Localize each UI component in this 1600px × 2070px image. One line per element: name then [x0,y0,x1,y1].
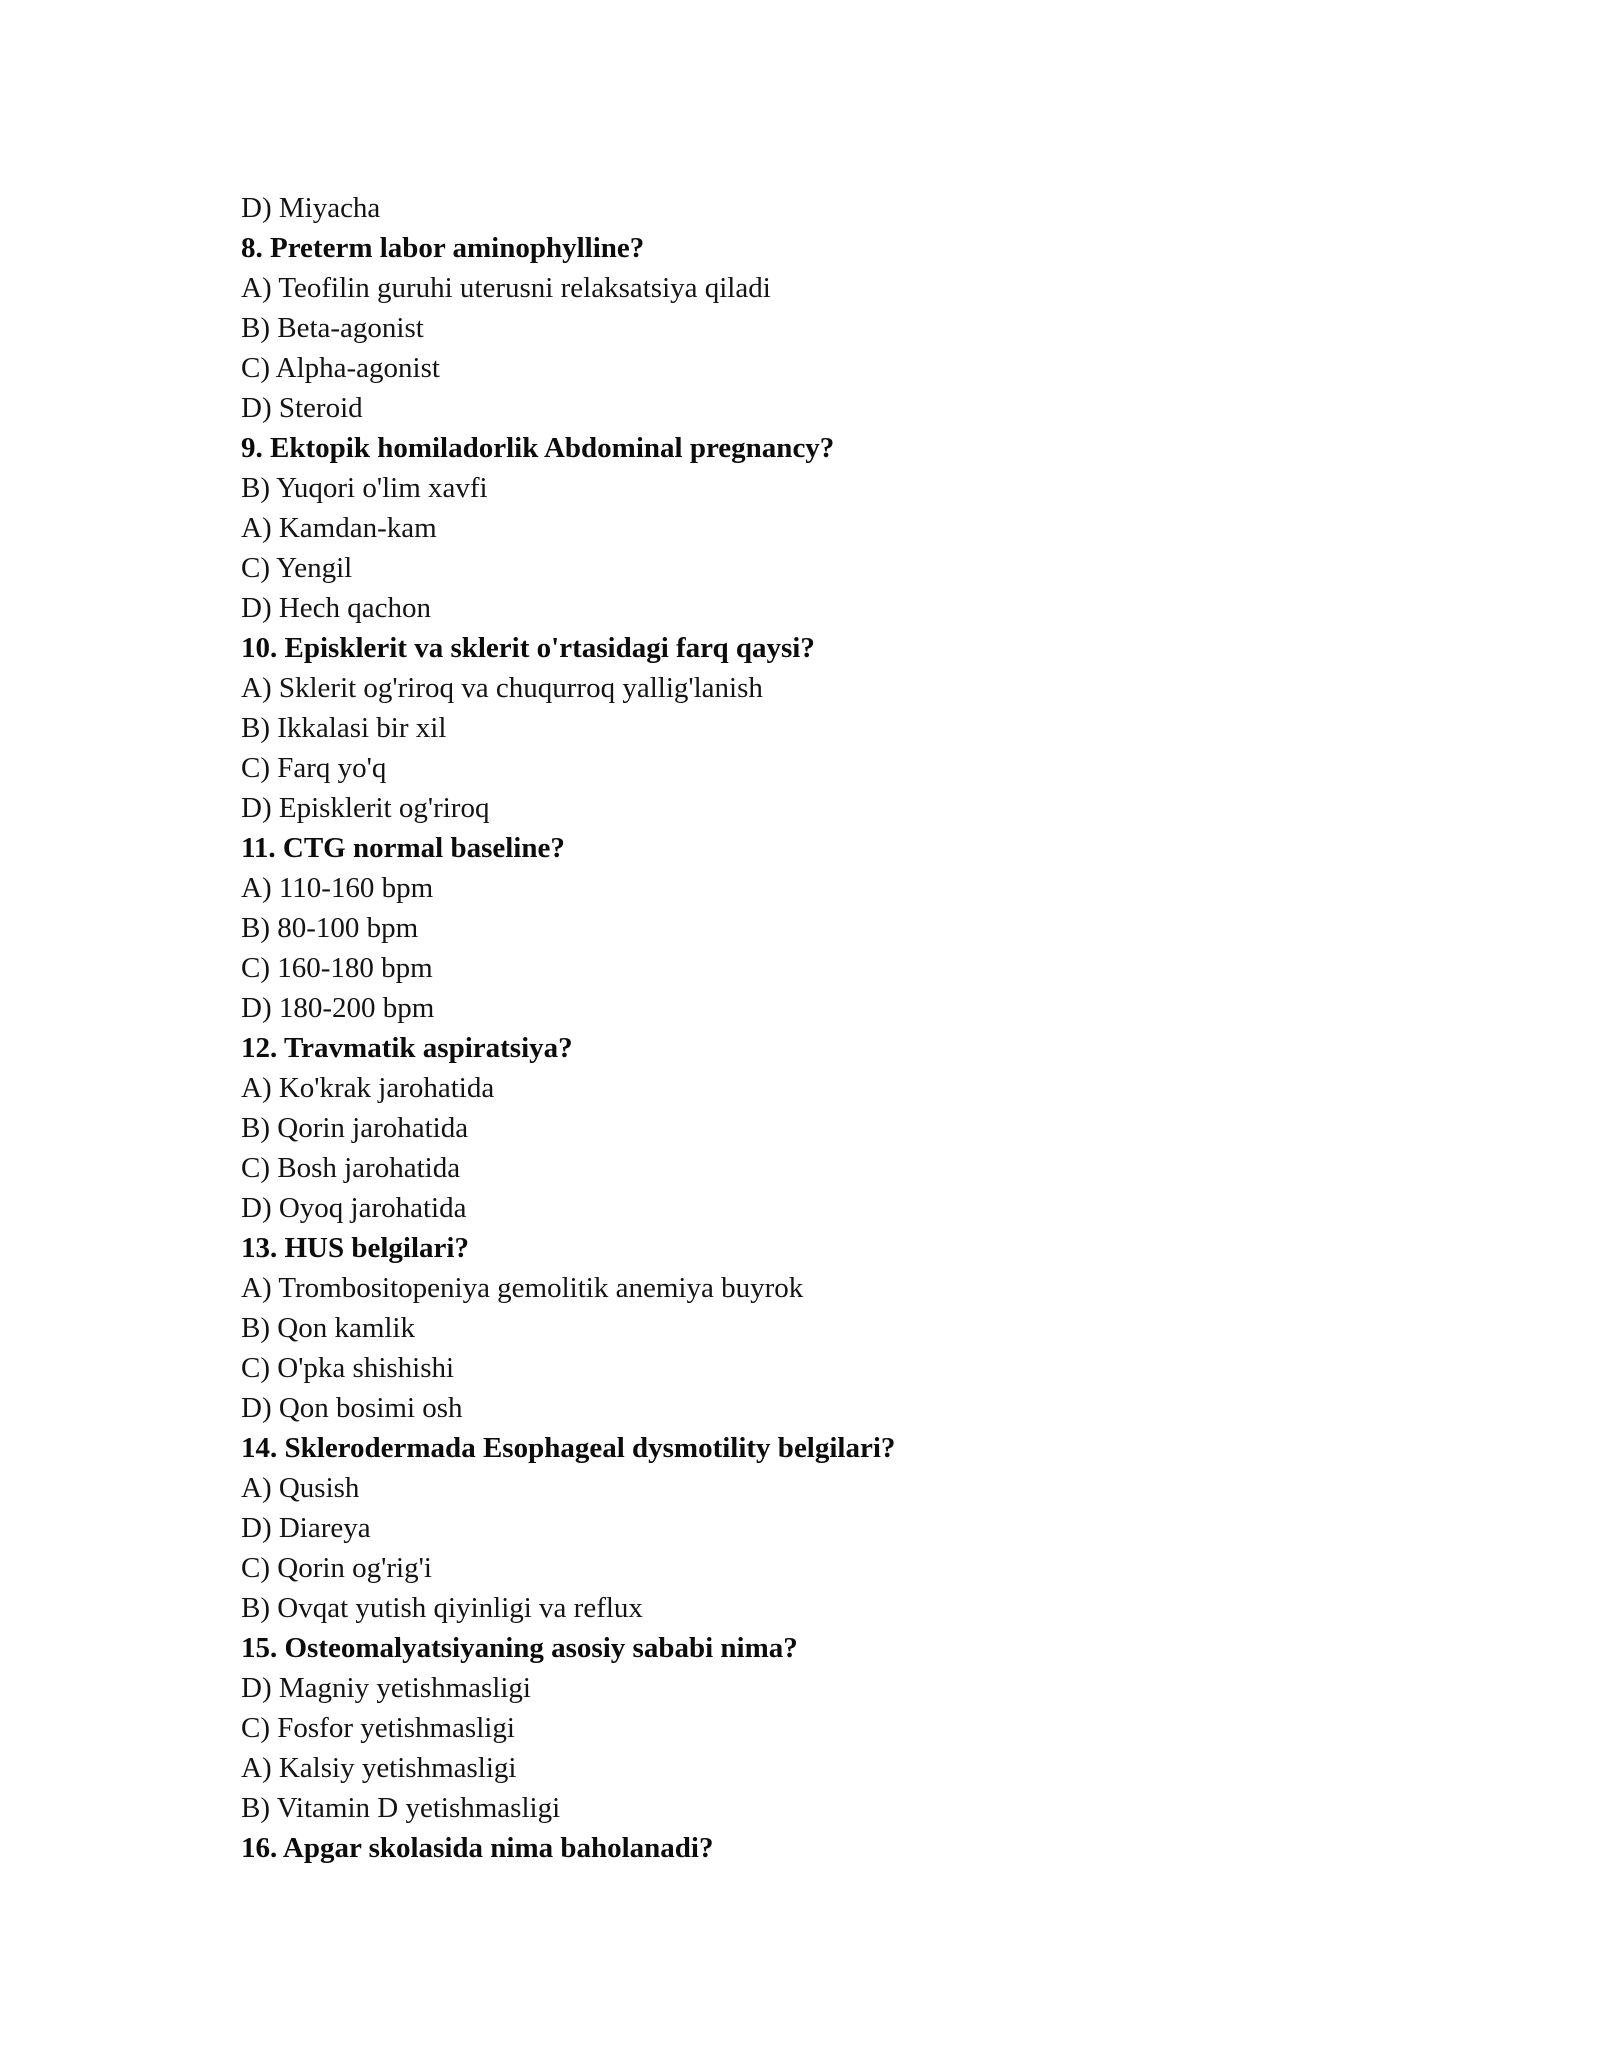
answer-option: D) Diareya [241,1512,371,1544]
question-text: 14. Sklerodermada Esophageal dysmotility belgilari? [241,1432,896,1464]
question-text: 15. Osteomalyatsiyaning asosiy sababi nima? [241,1632,798,1664]
answer-option: C) Fosfor yetishmasligi [241,1712,515,1744]
answer-option: B) Qon kamlik [241,1312,415,1344]
answer-option: C) Farq yo'q [241,752,387,784]
answer-option: B) Vitamin D yetishmasligi [241,1792,561,1824]
answer-option: A) Ko'krak jarohatida [241,1072,495,1104]
answer-option: D) Miyacha [241,192,381,224]
question-text: 13. HUS belgilari? [241,1232,469,1264]
answer-option: C) Alpha-agonist [241,352,440,384]
question-text: 8. Preterm labor aminophylline? [241,232,645,264]
answer-option: D) Episklerit og'riroq [241,792,490,824]
question-text: 12. Travmatik aspiratsiya? [241,1032,573,1064]
answer-option: C) 160-180 bpm [241,952,433,984]
answer-option: A) Trombositopeniya gemolitik anemiya buyrok [241,1272,804,1304]
answer-option: B) 80-100 bpm [241,912,419,944]
answer-option: A) Teofilin guruhi uterusni relaksatsiya qiladi [241,272,771,304]
answer-option: D) Hech qachon [241,592,432,624]
answer-option: A) Sklerit og'riroq va chuqurroq yallig'lanish [241,672,763,704]
answer-option: A) Qusish [241,1472,360,1504]
answer-option: C) Bosh jarohatida [241,1152,461,1184]
answer-option: B) Yuqori o'lim xavfi [241,472,488,504]
answer-option: B) Ovqat yutish qiyinligi va reflux [241,1592,643,1624]
answer-option: A) Kamdan-kam [241,512,437,544]
answer-option: A) 110-160 bpm [241,872,434,904]
answer-option: D) Qon bosimi osh [241,1392,463,1424]
question-text: 11. CTG normal baseline? [241,832,565,864]
answer-option: C) Qorin og'rig'i [241,1552,432,1584]
answer-option: D) 180-200 bpm [241,992,435,1024]
answer-option: C) Yengil [241,552,353,584]
answer-option: D) Magniy yetishmasligi [241,1672,531,1704]
document-page [241,188,1441,1868]
answer-option: A) Kalsiy yetishmasligi [241,1752,517,1784]
question-text: 9. Ektopik homiladorlik Abdominal pregnancy? [241,432,835,464]
answer-option: D) Oyoq jarohatida [241,1192,467,1224]
question-text: 16. Apgar skolasida nima baholanadi? [241,1832,714,1864]
answer-option: B) Ikkalasi bir xil [241,712,447,744]
answer-option: B) Qorin jarohatida [241,1112,469,1144]
answer-option: C) O'pka shishishi [241,1352,455,1384]
answer-option: D) Steroid [241,392,363,424]
question-text: 10. Episklerit va sklerit o'rtasidagi farq qaysi? [241,632,815,664]
answer-option: B) Beta-agonist [241,312,424,344]
